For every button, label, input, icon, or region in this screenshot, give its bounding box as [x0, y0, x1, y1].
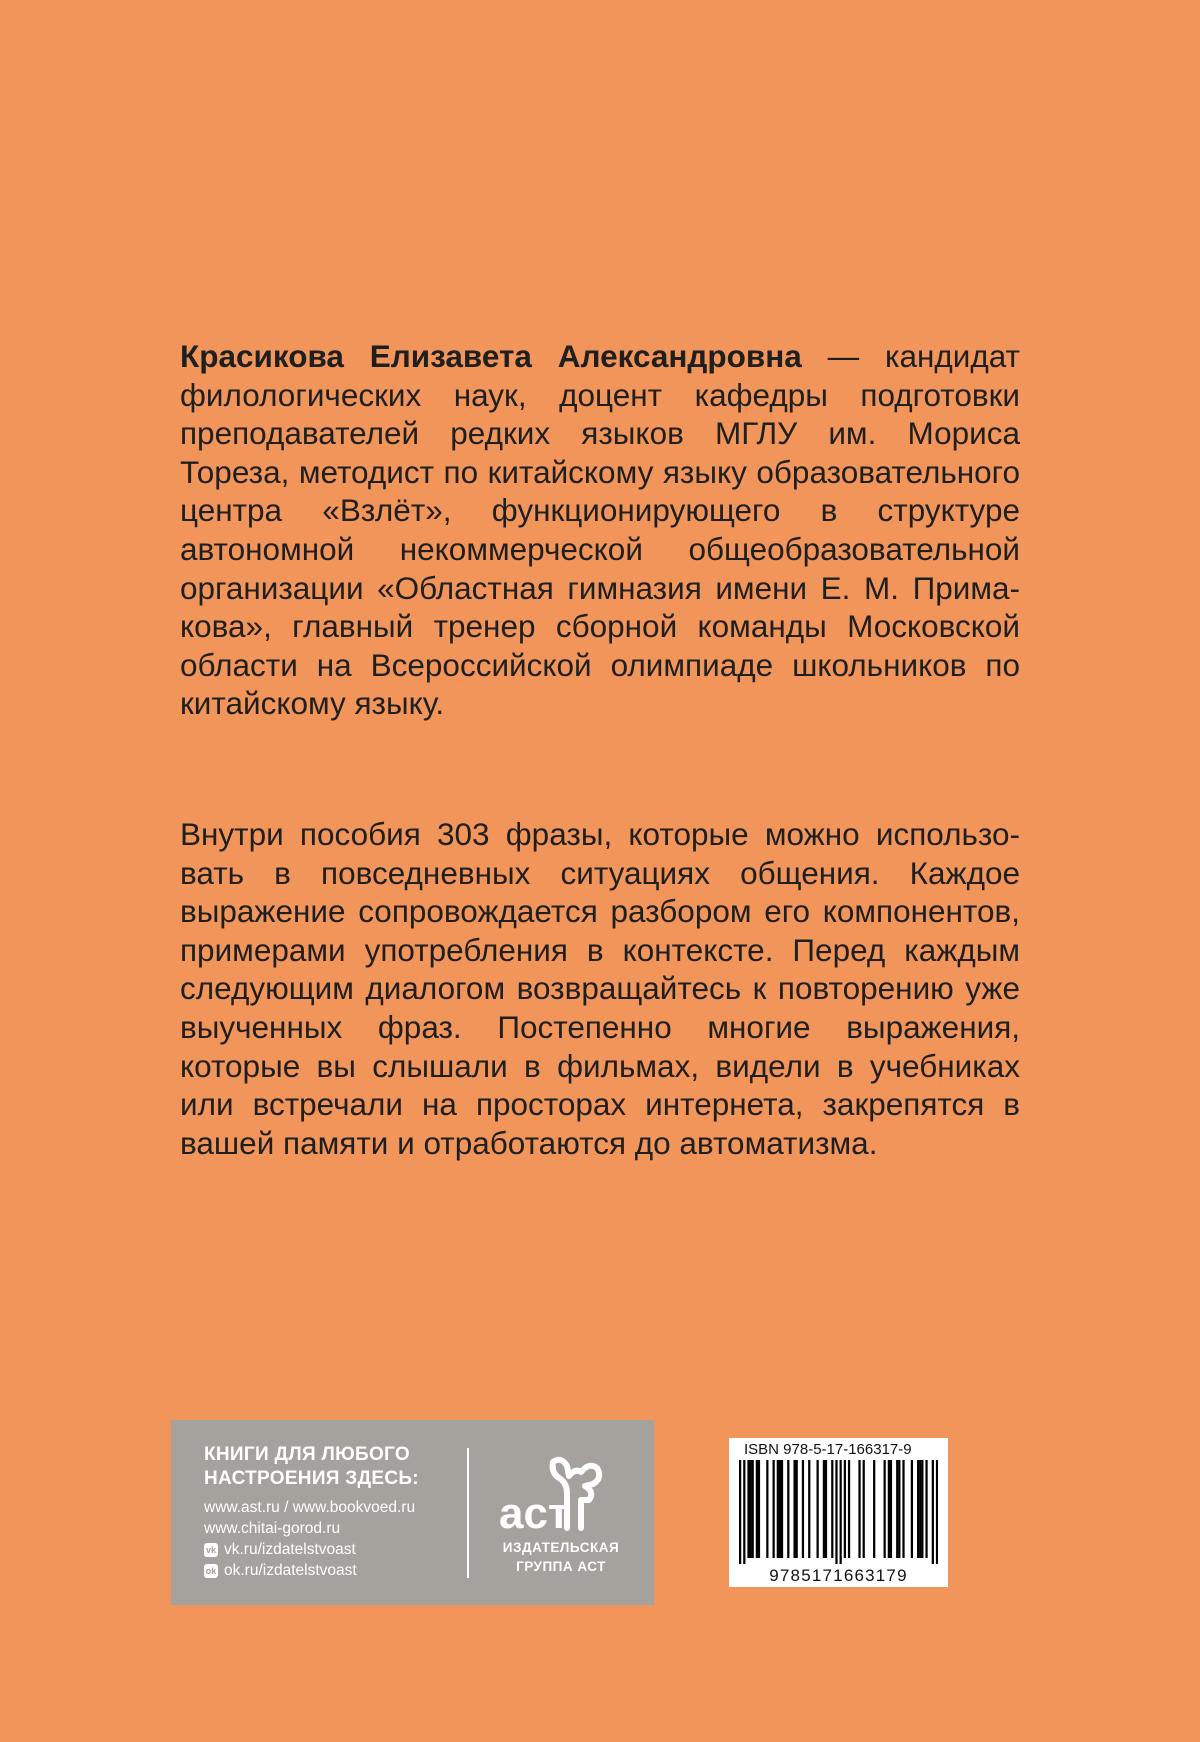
barcode-bar [802, 1460, 804, 1558]
ok-row [204, 1560, 449, 1581]
barcode-bar [825, 1460, 827, 1558]
publisher-promo-panel [171, 1420, 654, 1605]
promo-links-line-1: www.ast.ru / www.bookvoed.ru [204, 1499, 416, 1516]
vk-row [204, 1539, 449, 1560]
barcode-bar [752, 1460, 754, 1558]
vk-icon: vk [205, 1544, 216, 1555]
ok-link: ok.ru/izdatelstvoast [224, 1562, 357, 1579]
barcode-bar [921, 1460, 923, 1558]
barcode-bar [917, 1460, 919, 1558]
barcode-bar [747, 1460, 749, 1558]
barcode-bar [919, 1460, 921, 1558]
barcode-bar [773, 1460, 775, 1558]
barcode-bar [873, 1460, 875, 1558]
barcode-bar [848, 1460, 850, 1558]
barcode-bar [739, 1460, 741, 1564]
book-description: Внутри пособия 303 фразы, которые можно использовать в повседневных ситуациях общения. Каждое выражение сопровождается разбором его компонентов, примерами употребления в контексте. Перед каждым следующим диалогом возвращайтесь к повторению уже выученных фраз. Постепенно многие выражения, которые вы слышали в фильмах, видели в учебниках или встречали на просторах интернета, закрепятся в вашей памяти и отработаются до автоматизма. [180, 816, 1020, 1161]
barcode-bar [884, 1460, 886, 1558]
barcode-digits: 9785171663179 [769, 1566, 908, 1585]
barcode-bar [898, 1460, 900, 1558]
barcode-bar [808, 1460, 810, 1558]
barcode-bar [831, 1460, 833, 1558]
promo-links-line-2: www.chitai-gorod.ru [204, 1520, 341, 1537]
publisher-caption-line-2: ГРУППА АСТ [516, 1559, 606, 1574]
ok-icon: ok [205, 1565, 217, 1576]
isbn-barcode [729, 1438, 948, 1587]
barcode-bar [817, 1460, 819, 1558]
publisher-caption-line-1: ИЗДАТЕЛЬСКАЯ [502, 1540, 620, 1555]
barcode-bar [888, 1460, 890, 1558]
promo-title-line-2: НАСТРОЕНИЯ ЗДЕСЬ: [204, 1468, 419, 1489]
promo-links [204, 1443, 449, 1581]
promo-divider [467, 1448, 469, 1578]
barcode-bar [781, 1460, 783, 1558]
vk-link: vk.ru/izdatelstvoast [224, 1541, 356, 1558]
barcode-bar [756, 1460, 758, 1558]
barcode-bar [840, 1460, 842, 1564]
barcode-bar [766, 1460, 768, 1558]
barcode-bar [936, 1460, 938, 1564]
barcode-bar [911, 1460, 913, 1558]
barcode-bar [779, 1460, 781, 1558]
barcode-bar [787, 1460, 789, 1558]
barcode-bar [858, 1460, 860, 1558]
ast-logo-text: аст [499, 1489, 570, 1538]
promo-title-line-1: КНИГИ ДЛЯ ЛЮБОГО [204, 1444, 410, 1465]
barcode-bar [925, 1460, 927, 1558]
barcode-bar [743, 1460, 745, 1564]
isbn-label: ISBN 978-5-17-166317-9 [744, 1441, 912, 1458]
barcode-bar [823, 1460, 825, 1558]
barcode-bar [844, 1460, 846, 1558]
barcode-bar [896, 1460, 898, 1558]
barcode-bar [796, 1460, 798, 1558]
author-bio [180, 337, 1020, 723]
barcode-bar [890, 1460, 892, 1558]
barcode-bar [932, 1460, 934, 1564]
barcode-bar [793, 1460, 795, 1558]
publisher-caption [476, 1538, 646, 1576]
barcode-bars [739, 1460, 938, 1564]
barcode-bar [835, 1460, 837, 1564]
author-bio-text: — кандидат филологических наук, доцент кафедры подготовки преподавателей редких языков МГЛУ им. Мориса Тореза, методист по китайскому языку образовательного центра «Взлёт», функционирующего в структуре автономной некоммерческой общеобразовательной организации «Областная гимназия имени Е. М. Примакова», главный тренер сборной команды Московской области на Всероссийской олимпиаде школьников по китайскому языку. [180, 338, 1020, 722]
barcode-bar [902, 1460, 904, 1558]
barcode-bar [863, 1460, 865, 1558]
barcode-bar [749, 1460, 751, 1558]
barcode-bar [758, 1460, 760, 1558]
barcode-bar [777, 1460, 779, 1558]
author-name: Красикова Елизавета Александровна [180, 338, 802, 374]
